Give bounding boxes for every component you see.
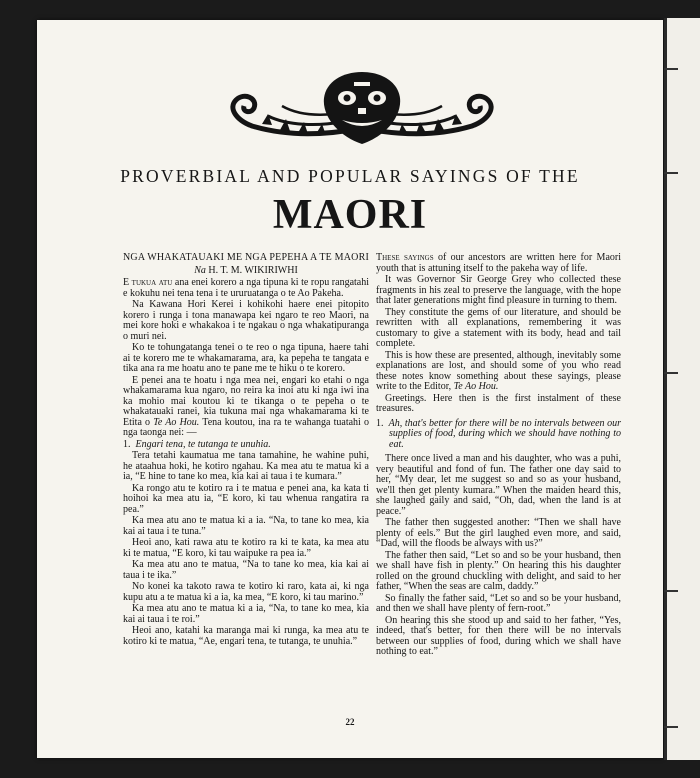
binding-mark	[664, 68, 678, 70]
author-line	[123, 266, 369, 277]
paragraph: These sayings of our ancestors are written here for Maori youth that is attuning itself to the pakeha way of life.	[376, 252, 621, 274]
saying-heading: 1. Ah, that's better for there will be no intervals between our supplies of food, during which we should have nothing to eat.	[376, 417, 621, 450]
facing-page-edge	[664, 18, 700, 760]
paragraph-lead: E tukua atu	[123, 277, 173, 288]
left-column-maori	[123, 253, 369, 648]
paragraph: The father then said, “Let so and so be your husband, then we shall have fish in plenty.” On hearing this his daughter rolled on the ground chuckling with delight, and said to her father, “When the seas are calm, daddy.”	[376, 549, 621, 592]
paragraph: Ko te tohungatanga tenei o te reo o nga tipuna, haere tahi ai te korero me te whakamarama, ara, ka pepeha te tangata e tika ana ra me hoatu ano te pane me te hiku o te korero.	[123, 342, 369, 374]
maori-subheading: NGA WHAKATAUAKI ME NGA PEPEHA A TE MAORI	[123, 252, 370, 263]
paragraph: Greetings. Here then is the first instalment of these treasures.	[376, 392, 621, 414]
author-name: H. T. M. WIKIRIWHI	[208, 264, 298, 276]
article-heading: PROVERBIAL AND POPULAR SAYINGS OF THE	[120, 166, 580, 186]
author-prefix: Na	[194, 264, 206, 276]
article-title: MAORI	[272, 192, 428, 238]
page-gutter	[664, 18, 667, 760]
binding-mark	[664, 590, 678, 592]
paragraph: The father then suggested another: “Then we shall have plenty of eels.” But the girl laughed even more, and said, “Dad, will the floods be always with us?”	[376, 517, 621, 549]
paragraph: E tukua atu ana enei korero a nga tipuna ki te ropu rangatahi e kokuhu nei tena tena i te ururuatanga o te Ao Pakeha.	[123, 277, 369, 299]
maori-carved-face-ornament-icon	[222, 68, 502, 146]
paragraph: Ka rongo atu te kotiro ra i te matua e penei ana, ka kata ti hoihoi ka mea atu ia, “E koro, ki tau whenua rangatira ra pea.”	[123, 482, 369, 515]
paragraph: Ka mea atu ano te matua ki a ia, “Na, to tane ko mea, kia kai ai taua i te roi.”	[123, 603, 369, 625]
paragraph: Tera tetahi kaumatua me tana tamahine, he wahine puhi, he ataahua hoki, he kotiro ngahau. Ka mea atu te matua ki a ia, “E hine to tane ko mea, kia kai ai taua i te kumara.”	[123, 450, 369, 482]
right-column-english	[376, 253, 621, 659]
paragraph: Ka mea atu ano te matua ki a ia. “Na, to tane ko mea, kia kai ai taua i te tuna.”	[123, 515, 369, 537]
paragraph: On hearing this she stood up and said to her father, “Yes, indeed, that's better, for then there will be no intervals between our supplies of food, during which we shall have nothing to eat.”	[376, 614, 621, 657]
saying-heading: 1. Engari tena, te tutanga te unuhia.	[123, 438, 271, 450]
paragraph: This is how these are presented, although, inevitably some explanations are lost, and should some of you who read these notes know something about these sayings, please write to the Editor, Te Ao Hou.	[376, 349, 621, 392]
paragraph-lead: These sayings	[376, 252, 434, 263]
magazine-name: Te Ao Hou.	[153, 416, 200, 428]
binding-mark	[664, 172, 678, 174]
paragraph: Heoi ano, katahi ka maranga mai ki runga, ka mea atu te kotiro ki te matua, “Ae, engari tena, te tutanga, te unuhia.”	[123, 625, 369, 647]
paragraph: They constitute the gems of our literature, and should be rewritten with all explanations, remembering it was customary to give a statement with its body, head and tail complete.	[376, 306, 621, 349]
paragraph: There once lived a man and his daughter, who was a puhi, very beautiful and fond of fun. The father one day said to her, “My dear, let me suggest so and so as your husband, we'll then get plenty kumara.” When the maiden heard this, she laughed gaily and said, “Oh, dad, when the land is at peace.”	[376, 453, 621, 517]
magazine-page	[37, 20, 663, 758]
paragraph: Na Kawana Hori Kerei i kohikohi haere enei pitopito korero i runga i tona manawapa kei ngaro te reo Maori, na mei kore hoki e whakakoa i te ngakau o nga whakatipuranga o muri nei.	[123, 299, 369, 342]
paragraph: No konei ka takoto rawa te kotiro ki raro, kata ai, ki nga kupu atu a te matua ki a ia, ka mea, “E koro, ki tau marino.”	[123, 581, 369, 603]
paragraph: So finally the father said, “Let so and so be your husband, and then we shall have plenty of fern-root.”	[376, 592, 621, 614]
binding-mark	[664, 372, 678, 374]
magazine-name: Te Ao Hou.	[453, 381, 499, 392]
paragraph: Heoi ano, kati rawa atu te kotiro ra ki te kata, ka mea atu ki te matua, “E koro, ki tau waipuke ra pea ia.”	[123, 537, 369, 559]
page-number: 22	[345, 717, 355, 727]
binding-mark	[664, 726, 678, 728]
paragraph: Ka mea atu ano te matua, “Na to tane ko mea, kia kai ai taua i te ika.”	[123, 559, 369, 581]
paragraph: E penei ana te hoatu i nga mea nei, engari ko etahi o nga whakamarama kua ngaro, no reira ka inoi atu ki nga iwi ina ka mohio mai koutou ki te tikanga o te pepeha o te whakatauaki ranei, kia tukuna mai nga whakamarama ki te Etita o Te Ao Hou. Tena koutou, ina ra te wahanga tuatahi o nga taonga nei: —	[123, 374, 370, 438]
paragraph: It was Governor Sir George Grey who collected these fragments in his zeal to preserve the language, with the hope that later generations might find pleasure in turning to them.	[376, 274, 621, 306]
